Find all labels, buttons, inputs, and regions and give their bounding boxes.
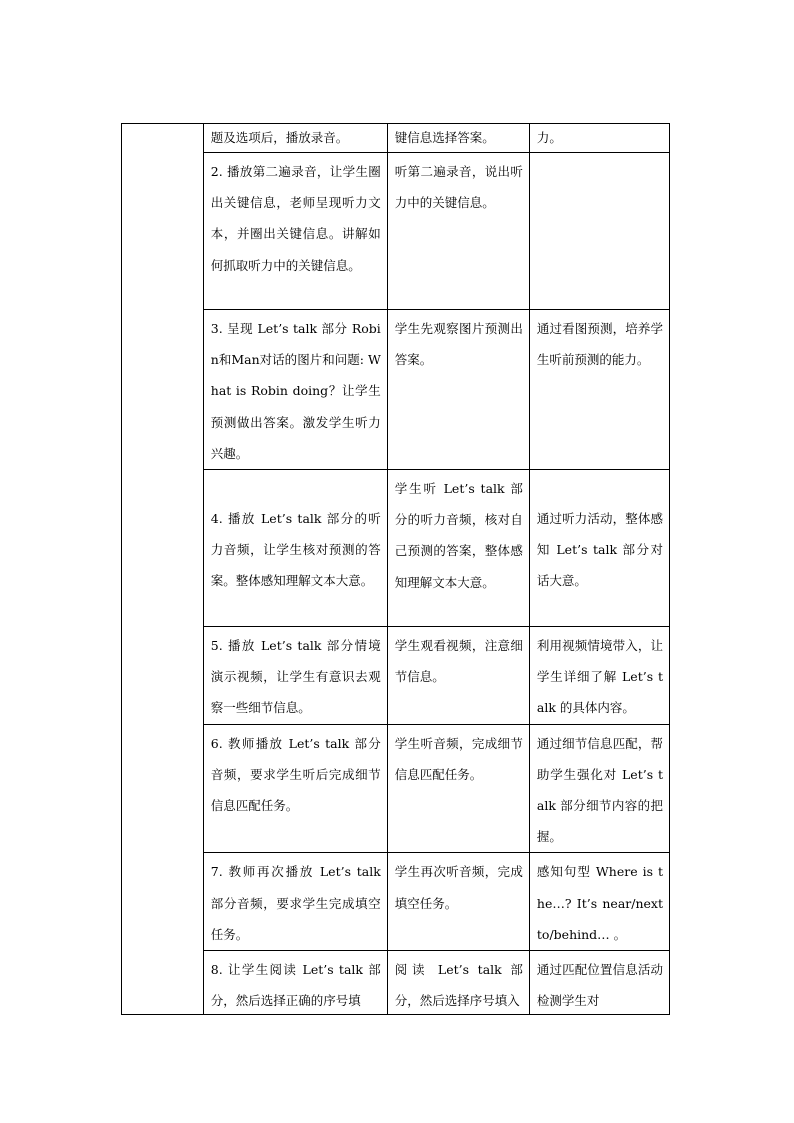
table-row bbox=[122, 853, 670, 951]
student-activity-cell: 键信息选择答案。 bbox=[387, 124, 529, 153]
student-activity-cell: 阅读 Let’s talk 部分，然后选择序号填入 bbox=[387, 951, 529, 1015]
design-purpose-cell: 力。 bbox=[529, 124, 669, 153]
design-purpose-cell bbox=[529, 153, 669, 310]
design-purpose-cell: 通过看图预测，培养学生听前预测的能力。 bbox=[529, 310, 669, 470]
table-row bbox=[122, 724, 670, 853]
teacher-activity-cell: 5. 播放 Let’s talk 部分情境演示视频，让学生有意识去观察一些细节信息。 bbox=[203, 627, 387, 725]
teacher-activity-cell: 3. 呈现 Let’s talk 部分 Robin和Man对话的图片和问题: What is Robin doing？让学生预测做出答案。激发学生听力兴趣。 bbox=[203, 310, 387, 470]
teacher-activity-cell: 7. 教师再次播放 Let’s talk 部分音频，要求学生完成填空任务。 bbox=[203, 853, 387, 951]
stage-column-cell bbox=[122, 124, 204, 1015]
design-purpose-cell: 利用视频情境带入，让学生详细了解 Let’s talk 的具体内容。 bbox=[529, 627, 669, 725]
design-purpose-cell: 通过听力活动，整体感知 Let’s talk 部分对话大意。 bbox=[529, 470, 669, 627]
student-activity-cell: 学生观看视频，注意细节信息。 bbox=[387, 627, 529, 725]
student-activity-cell: 学生听 Let’s talk 部分的听力音频，核对自己预测的答案，整体感知理解文本大意。 bbox=[387, 470, 529, 627]
teacher-activity-cell: 题及选项后，播放录音。 bbox=[203, 124, 387, 153]
design-purpose-cell: 通过细节信息匹配，帮助学生强化对 Let’s talk 部分细节内容的把握。 bbox=[529, 724, 669, 853]
teacher-activity-cell: 6. 教师播放 Let’s talk 部分音频，要求学生听后完成细节信息匹配任务。 bbox=[203, 724, 387, 853]
table-row bbox=[122, 951, 670, 1015]
table-row bbox=[122, 310, 670, 470]
table-row bbox=[122, 153, 670, 310]
lesson-plan-table bbox=[121, 123, 670, 1015]
teacher-activity-cell: 8. 让学生阅读 Let’s talk 部分，然后选择正确的序号填 bbox=[203, 951, 387, 1015]
student-activity-cell: 听第二遍录音，说出听力中的关键信息。 bbox=[387, 153, 529, 310]
student-activity-cell: 学生再次听音频，完成填空任务。 bbox=[387, 853, 529, 951]
design-purpose-cell: 通过匹配位置信息活动检测学生对 bbox=[529, 951, 669, 1015]
table-row bbox=[122, 124, 670, 153]
student-activity-cell: 学生先观察图片预测出答案。 bbox=[387, 310, 529, 470]
table-row bbox=[122, 627, 670, 725]
table-row bbox=[122, 470, 670, 627]
teacher-activity-cell: 2. 播放第二遍录音，让学生圈出关键信息，老师呈现听力文本，并圈出关键信息。讲解如何抓取听力中的关键信息。 bbox=[203, 153, 387, 310]
design-purpose-cell: 感知句型 Where is the…? It’s near/next to/behind… 。 bbox=[529, 853, 669, 951]
student-activity-cell: 学生听音频，完成细节信息匹配任务。 bbox=[387, 724, 529, 853]
teacher-activity-cell: 4. 播放 Let’s talk 部分的听力音频，让学生核对预测的答案。整体感知理解文本大意。 bbox=[203, 470, 387, 627]
